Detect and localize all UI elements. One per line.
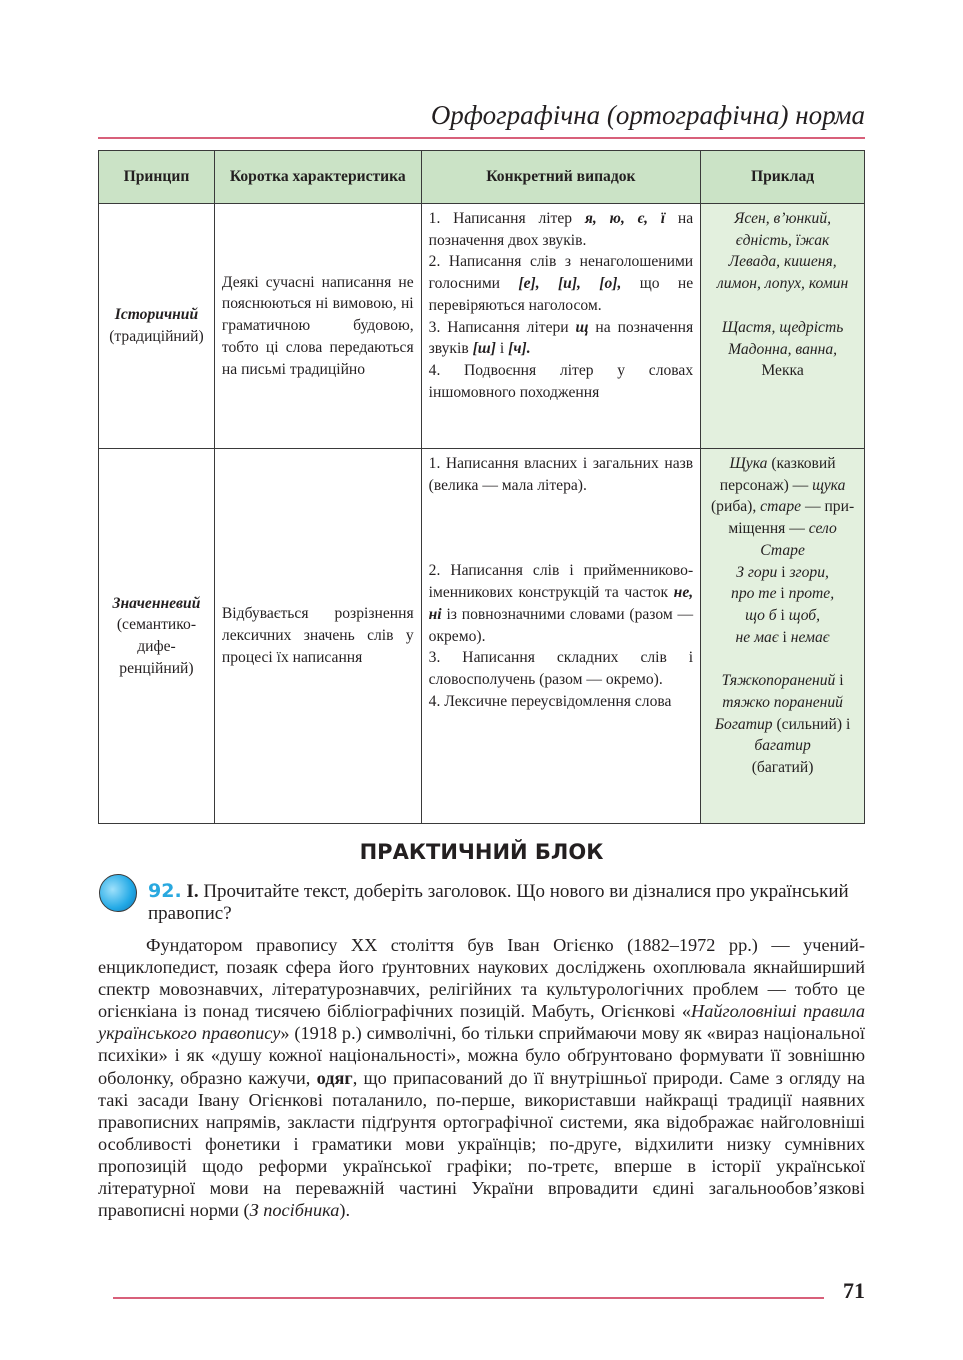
principle-cell: [99, 449, 215, 824]
example-item: Ясен, в’юнкий, єдність, їжак: [734, 210, 832, 249]
header-case: Конкретний випадок: [421, 151, 701, 204]
case-cell: [421, 449, 701, 824]
principles-table: [98, 150, 865, 824]
principle-name: Значенневий: [112, 594, 201, 612]
case-item: 1. Написання власних і загальних назв (велика — мала літера).: [428, 455, 694, 494]
table-row: [99, 204, 865, 449]
case-item: 4. Подвоєння літер у словах іншомовного походження: [428, 361, 694, 401]
exercise-number: 92.: [148, 880, 182, 902]
case-item: 2. Написання слів і прийменниково-іменникових конструкцій та часток не, ні із повнозначними словами (разом — окремо).: [428, 562, 694, 645]
table-row: [99, 449, 865, 824]
exercise-passage: Фундатором правопису XX століття був Іван Огієнко (1882–1972 рр.) — учений-енциклопедист, позаяк сфера його ґрунтовних наукових досліджень охоплювала якнайширший спектр мовознавчих, літературознавчих, релігійних та культурологічних проблем — тобто це огієнкіана із понад тисячею бібліографічних позицій. Мабуть, Огієнкові «Найголовніші правила українського правопису» (1918 р.) символічні, бо тільки сприймаючи мову як «вираз національної психіки» і як «душу кожної національності», можна було обґрунтовано формувати її зовнішню оболонку, образно кажучи, одяг, що припасований до її внутрішньої природи. Саме з огляду на такі засади Івану Огієнкові поталанило, по-перше, використавши найкращі традиції наявних правописних напрямів, закласти підґрунтя ортографічної системи, яка відображає найголовніші особливості фонетики і граматики мови українців; по-друге, відхилити низку сумнівних пропозицій щодо реформи української графіки; по-третє, вперше в історії української літературної мови на переважній частині України впровадити єдині загальнообов’язкові правописні норми (З посібника).: [98, 935, 865, 1221]
case-item: 4. Лексичне переусвідомлення слова: [428, 692, 672, 710]
example-item: З гори і згори,: [736, 563, 829, 581]
case-item: 3. Написання складних слів і словосполучень (разом — окремо).: [428, 649, 694, 688]
header-principle: Принцип: [99, 151, 215, 204]
example-item: що б і щоб,: [745, 606, 821, 624]
case-cell: [421, 204, 701, 449]
characteristic-cell: Деякі сучасні написання не пояснюються ні вимовою, ні граматичною будовою, тобто ці слова передаються на письмі традиційно: [214, 204, 421, 449]
case-item: 3. Написання літери щ на позначення звуків [ш] і [ч].: [428, 318, 694, 358]
example-item: Богатир (сильний) і багатир: [714, 715, 851, 755]
example-item: Мадонна, ванна,: [728, 340, 838, 358]
characteristic-cell: Відбувається розрізнення лексичних значень слів у процесі їх написання: [214, 449, 421, 824]
header-divider: [98, 137, 865, 139]
example-item: Тяжкопоранений і тяжко поранений: [721, 672, 844, 712]
principle-note: (семантико-диференційний): [116, 616, 197, 677]
header-example: Приклад: [701, 151, 865, 204]
example-item: Левада, кишеня, лимон, лопух, комин: [716, 253, 849, 293]
principle-cell: [99, 204, 215, 449]
exercise-instruction: [148, 880, 864, 925]
chapter-title: Орфографічна (ортографічна) норма: [430, 100, 865, 130]
footer-divider: [113, 1297, 824, 1299]
example-cell: [701, 449, 865, 824]
principle-name: Історичний: [114, 306, 199, 324]
section-title: ПРАКТИЧНИЙ БЛОК: [359, 840, 604, 864]
case-item: 1. Написання літер я, ю, є, ї на позначення двох звуків.: [428, 210, 694, 249]
header-characteristic: Коротка характеристика: [214, 151, 421, 204]
example-item: Щастя, щедрість: [721, 318, 844, 336]
example-item: (багатий): [751, 759, 814, 777]
exercise-part: I.: [186, 881, 199, 902]
principle-note: (традиційний): [109, 328, 204, 345]
table-header-row: [99, 151, 865, 204]
page-number: 71: [843, 1278, 865, 1303]
case-item: 2. Написання слів з ненаголошеними голосними [е], [и], [о], що не перевіряються наголосом.: [428, 253, 694, 314]
exercise-marker-icon: [99, 874, 137, 912]
example-item: Щука (казковий персонаж) — щука (риба), старе — приміщення — село Старе: [710, 455, 855, 559]
example-cell: [701, 204, 865, 449]
exercise-text: Прочитайте текст, доберіть заголовок. Що нового ви дізналися про український правопис?: [148, 881, 849, 924]
example-item: про те і проте,: [731, 585, 835, 603]
example-item: не має і немає: [735, 628, 830, 646]
example-item: Мекка: [761, 362, 804, 380]
